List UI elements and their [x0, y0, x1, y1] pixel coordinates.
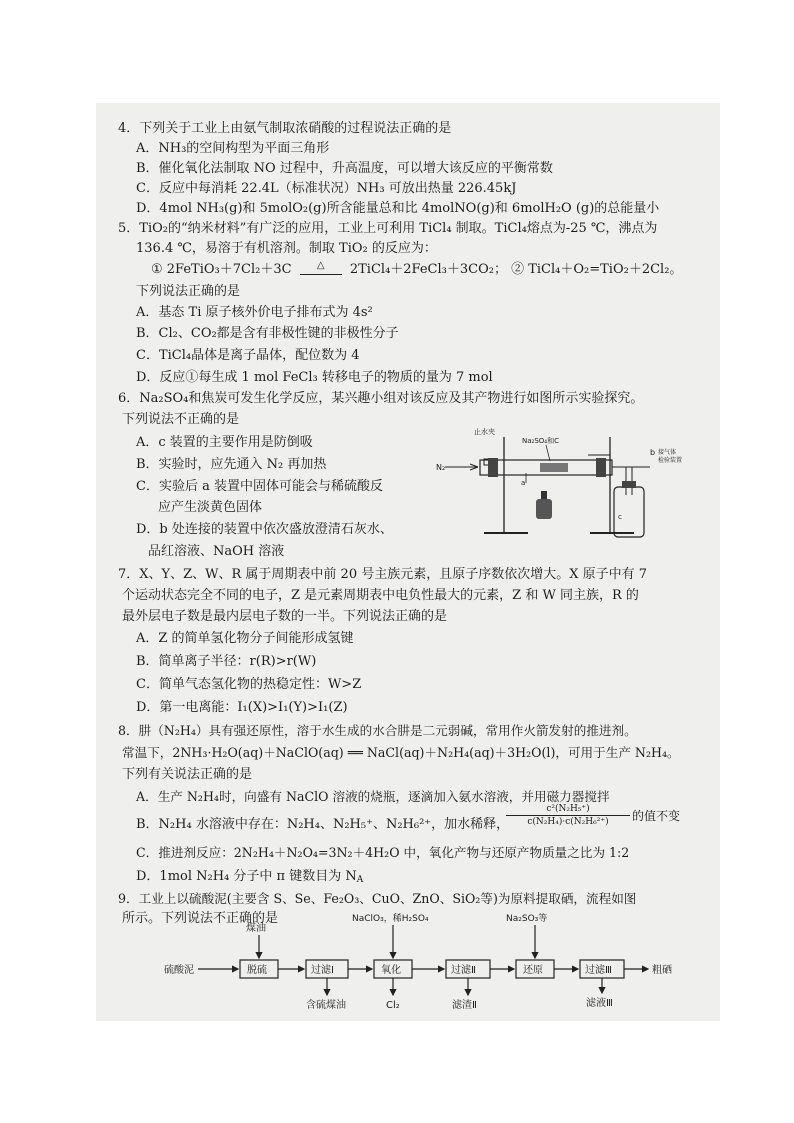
q8-option-c: C．推进剂反应：2N₂H₄＋N₂O₄=3N₂＋4H₂O 中，氧化产物与还原产物质量之比为 1:2	[136, 845, 630, 860]
q7-stem-line2: 个运动状态完全不同的电子，Z 是元素周期表中电负性最大的元素，Z 和 W 同主族，R 的	[122, 588, 639, 603]
q8-stem-line2: 常温下，2NH₃·H₂O(aq)＋NaClO(aq) ══ NaCl(aq)＋N₂H₄(aq)＋3H₂O(l)，可用于生产 N₂H₄。	[122, 745, 680, 760]
q6-option-b: B．实验时，应先通入 N₂ 再加热	[136, 457, 327, 472]
q6-option-d-line1: D．b 处连接的装置中依次盛放澄清石灰水、	[136, 522, 393, 537]
fig-bottle-c	[614, 487, 644, 537]
q5-option-a: A．基态 Ti 原子核外价电子排布式为 4s²	[136, 305, 373, 320]
q8-fraction	[506, 803, 630, 828]
fig-stopper-right	[596, 458, 606, 477]
fig-stop-clip-label: 止水夹	[474, 428, 495, 436]
q9-stem-line1: 9．工业上以硫酸泥(主要含 S、Se、Fe₂O₃、CuO、ZnO、SiO₂等)为原料提取硒，流程如图	[118, 891, 637, 906]
q9-stem-line2: 所示。下列说法不正确的是	[122, 911, 279, 926]
flow-s6-output: 滤液Ⅲ	[586, 998, 613, 1009]
flow-s4-output: 滤渣Ⅱ	[452, 1000, 477, 1011]
q6-option-a: A．c 装置的主要作用是防倒吸	[136, 435, 313, 450]
q8-option-d-text: D．1mol N₂H₄ 分子中 π 键数目为 N	[136, 869, 357, 884]
fig-stopper-left	[488, 458, 498, 477]
fig-label-b-note2: 检验装置	[658, 457, 683, 464]
flow-step-filter-3-label: 过滤Ⅲ	[585, 965, 612, 976]
q4-option-b: B．催化氧化法制取 NO 过程中，升高温度，可以增大该反应的平衡常数	[136, 161, 553, 176]
q8-option-d	[136, 868, 363, 885]
q6-stem-line2: 下列说法不正确的是	[122, 412, 240, 427]
q5-eq1-right: 2TiCl₄＋2FeCl₃＋3CO₂；	[349, 262, 507, 277]
fig-label-b-note1: 接气体	[658, 449, 677, 456]
flow-step-reduce-label: 还原	[523, 965, 543, 976]
q6-option-d-line2: 品红溶液、NaOH 溶液	[148, 544, 285, 559]
q4-option-c: C．反应中每消耗 22.4L（标准状况）NH₃ 可放出热量 226.45kJ	[136, 181, 517, 196]
q8-option-b-tail: 的值不变	[632, 809, 681, 823]
flow-start-label: 硫酸泥	[164, 965, 194, 976]
q5-option-b: B．Cl₂、CO₂都是含有非极性键的非极性分子	[136, 326, 399, 341]
flow-s3-input: NaClO₃，稀H₂SO₄	[352, 914, 429, 924]
q7-option-d: D．第一电离能：I₁(X)>I₁(Y)>I₁(Z)	[136, 700, 348, 715]
fig-n2-label: N₂	[436, 463, 446, 472]
q8-fraction-numerator: c²(N₂H₅⁺)	[506, 803, 630, 816]
q5-eq1-condition: △	[300, 257, 342, 275]
q7-option-b: B．简单离子半径：r(R)>r(W)	[136, 654, 317, 669]
q7-option-a: A．Z 的简单氢化物分子间能形成氢键	[136, 631, 354, 646]
fig-alcohol-lamp	[536, 499, 552, 519]
fig-label-a: a	[521, 479, 526, 487]
q4-option-d: D．4mol NH₃(g)和 5molO₂(g)所含能量总和比 4molNO(g)和 6molH₂O (g)的总能量小	[136, 201, 660, 216]
flow-step-filter-1-label: 过滤Ⅰ	[311, 965, 334, 976]
exam-page	[96, 103, 720, 1021]
flow-s2-output: 含硫煤油	[306, 1000, 346, 1011]
q8-option-a: A．生产 N₂H₄时，向盛有 NaClO 溶液的烧瓶，逐滴加入氨水溶液，并用磁力器搅拌	[136, 789, 610, 804]
q8-option-d-subscript: A	[356, 875, 364, 885]
q5-prompt: 下列说法正确的是	[136, 284, 241, 299]
flow-step-filter-2-label: 过滤Ⅱ	[451, 965, 476, 976]
flow-end-label: 粗硒	[652, 965, 672, 976]
q6-option-c-line2: 应产生淡黄色固体	[158, 500, 263, 515]
q5-stem-line2: 136.4 ℃，易溶于有机溶剂。制取 TiO₂ 的反应为：	[136, 241, 437, 256]
q9-flowchart	[162, 903, 718, 1015]
q6-option-c-line1: C．实验后 a 装置中固体可能会与稀硫酸反	[136, 479, 383, 494]
q4-stem: 4．下列关于工业上由氨气制取浓硝酸的过程说法正确的是	[118, 121, 452, 136]
fig-label-b: b	[650, 448, 656, 457]
flow-step-oxidize-label: 氧化	[381, 965, 401, 976]
q5-option-c: C．TiCl₄晶体是离子晶体，配位数为 4	[136, 348, 360, 363]
q8-option-b: B．N₂H₄ 水溶液中存在：N₂H₄、N₂H₅⁺、N₂H₆²⁺，加水稀释，	[136, 817, 510, 832]
fig-label-c: c	[618, 513, 622, 521]
q8-stem-line1: 8．肼（N₂H₄）具有强还原性，溶于水生成的水合肼是二元弱碱，常用作火箭发射的推进剂。	[118, 723, 637, 738]
flow-step-desulfurize-label: 脱硫	[247, 965, 267, 976]
q4-option-a: A．NH₃的空间构型为平面三角形	[136, 141, 330, 156]
q5-eq1-left: ① 2FeTiO₃＋7Cl₂＋3C	[151, 262, 292, 277]
q8-prompt: 下列有关说法正确的是	[122, 767, 253, 782]
q5-eq2: ② TiCl₄＋O₂=TiO₂＋2Cl₂。	[511, 262, 683, 277]
q5-option-d: D．反应①每生成 1 mol FeCl₃ 转移电子的物质的量为 7 mol	[136, 370, 493, 385]
flow-s3-output: Cl₂	[386, 1000, 400, 1011]
q7-stem-line1: 7．X、Y、Z、W、R 属于周期表中前 20 号主族元素，且原子序数依次增大。X 原子中有 7	[118, 567, 648, 582]
q7-option-c: C．简单气态氢化物的热稳定性：W>Z	[136, 677, 362, 692]
q5-equation-1	[151, 261, 682, 280]
q7-stem-line3: 最外层电子数是最内层电子数的一半。下列说法正确的是	[122, 609, 448, 624]
q6-stem-line1: 6．Na₂SO₄和焦炭可发生化学反应，某兴趣小组对该反应及其产物进行如图所示实验探究。	[118, 391, 644, 406]
q6-apparatus-figure	[428, 425, 718, 545]
flow-s1-input: 煤油	[246, 923, 266, 934]
q5-stem-line1: 5．TiO₂的“纳米材料”有广泛的应用，工业上可利用 TiCl₄ 制取。TiCl₄熔点为-25 ℃，沸点为	[118, 221, 658, 236]
fig-reagent-sample	[540, 463, 568, 472]
flow-s5-input: Na₂SO₃等	[506, 914, 548, 924]
q8-fraction-denominator: c(N₂H₄)·c(N₂H₆²⁺)	[527, 817, 609, 827]
fig-reagent-label: Na₂SO₄和C	[522, 437, 559, 445]
